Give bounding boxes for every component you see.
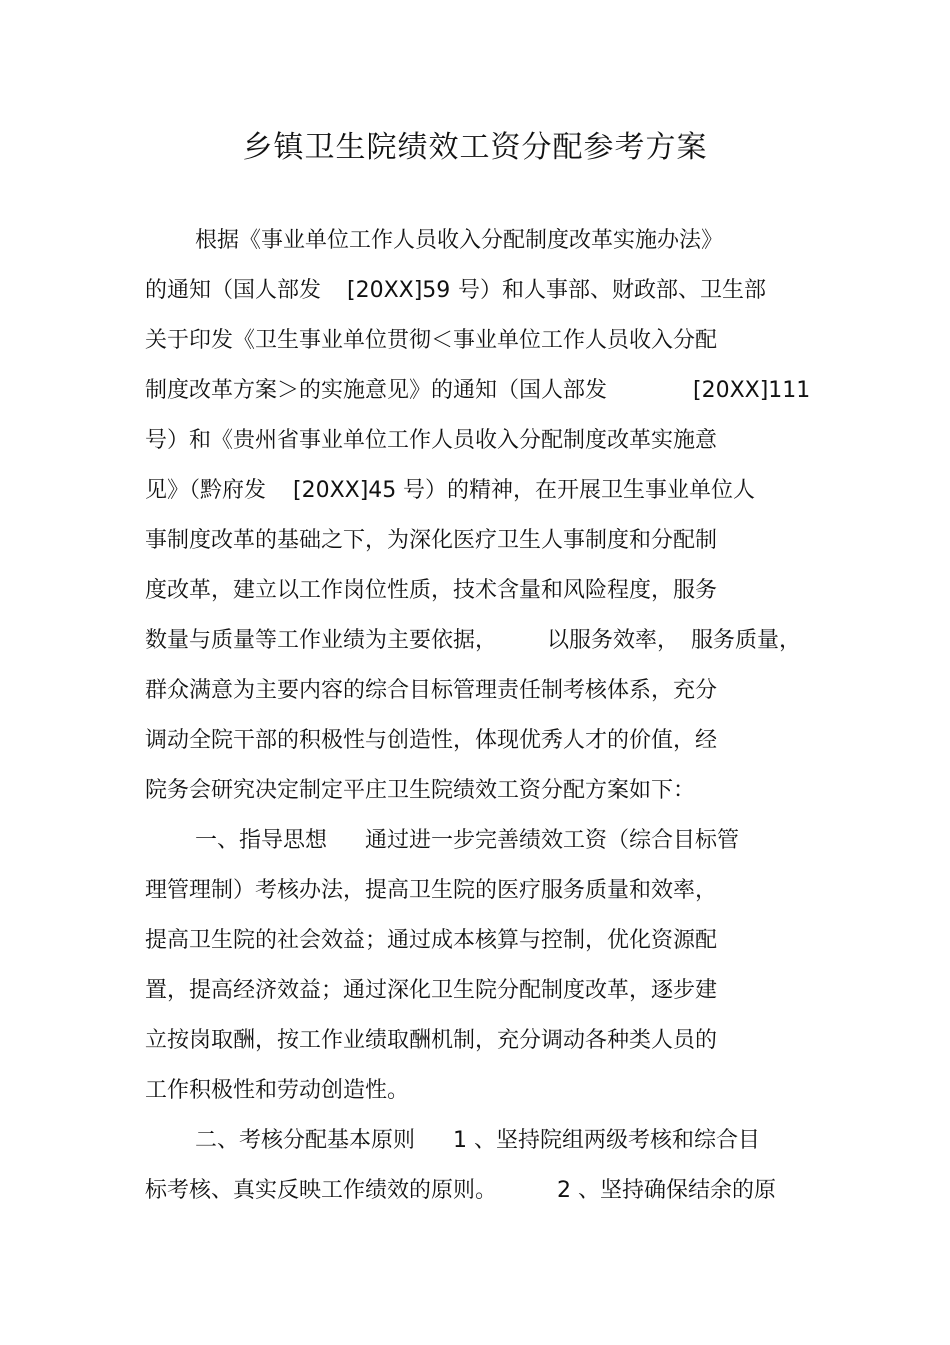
section-heading: 一、指导思想 xyxy=(195,828,328,853)
line-text: 号）和《贵州省事业单位工作人员收入分配制度改革实施意 xyxy=(145,428,718,453)
line-text: 关于印发《卫生事业单位贯彻＜事业单位工作人员收入分配 xyxy=(145,328,718,353)
section-heading: 二、考核分配基本原则 xyxy=(195,1128,416,1153)
line-text: 提高卫生院的社会效益；通过成本核算与控制，优化资源配 xyxy=(145,928,718,953)
line-text: [20XX]111 xyxy=(693,378,811,403)
line-text: 1 、坚持院组两级考核和综合目 xyxy=(453,1128,760,1153)
line-text: 服务质量， xyxy=(691,628,802,653)
line-text: 事制度改革的基础之下，为深化医疗卫生人事制度和分配制 xyxy=(145,528,718,553)
line-text: 调动全院干部的积极性与创造性，体现优秀人才的价值，经 xyxy=(145,728,718,753)
line-text: 见》（黔府发 xyxy=(145,478,267,503)
document-title: 乡镇卫生院绩效工资分配参考方案 xyxy=(242,130,708,165)
line-text: [20XX]59 xyxy=(347,278,451,303)
line-text: 号）的精神，在开展卫生事业单位人 xyxy=(403,478,756,503)
line-text: 度改革，建立以工作岗位性质，技术含量和风险程度，服务 xyxy=(145,578,718,603)
line-text: 工作积极性和劳动创造性。 xyxy=(145,1078,410,1103)
line-text: 群众满意为主要内容的综合目标管理责任制考核体系，充分 xyxy=(145,678,718,703)
line-text: 理管理制）考核办法，提高卫生院的医疗服务质量和效率， xyxy=(145,878,718,903)
line-text: 号）和人事部、财政部、卫生部 xyxy=(458,278,767,303)
line-text: 制度改革方案＞的实施意见》的通知（国人部发 xyxy=(145,378,608,403)
line-text: 的通知（国人部发 xyxy=(145,278,322,303)
line-text: 以服务效率， xyxy=(547,628,680,653)
line-text: [20XX]45 xyxy=(293,478,397,503)
line-text: 数量与质量等工作业绩为主要依据， xyxy=(145,628,498,653)
line-text: 通过进一步完善绩效工资（综合目标管 xyxy=(365,828,740,853)
line-text: 院务会研究决定制定平庄卫生院绩效工资分配方案如下： xyxy=(145,778,696,803)
line-text: 立按岗取酬，按工作业绩取酬机制，充分调动各种类人员的 xyxy=(145,1028,718,1053)
line-text: 标考核、真实反映工作绩效的原则。 xyxy=(145,1178,498,1203)
line-text: 根据《事业单位工作人员收入分配制度改革实施办法》 xyxy=(195,228,724,253)
line-text: 置，提高经济效益；通过深化卫生院分配制度改革，逐步建 xyxy=(145,978,718,1003)
line-text: 2 、坚持确保结余的原 xyxy=(557,1178,776,1203)
